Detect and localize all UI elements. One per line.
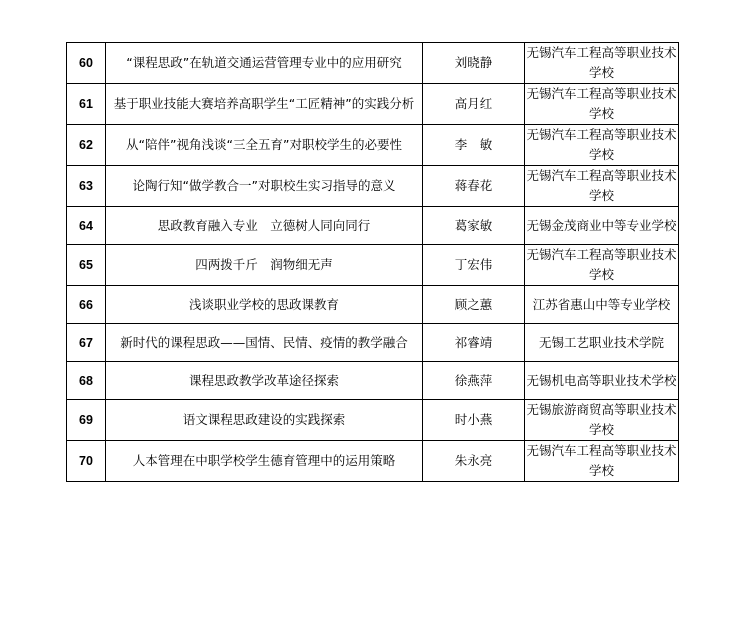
award-list-table: [66, 42, 679, 482]
row-number-cell: 69: [67, 400, 106, 441]
paper-title-cell: 从“陪伴”视角浅谈“三全五育”对职校学生的必要性: [106, 125, 423, 166]
author-cell: 祁睿靖: [423, 324, 525, 362]
paper-title-cell: 人本管理在中职学校学生德育管理中的运用策略: [106, 441, 423, 482]
paper-title-cell: 思政教育融入专业 立德树人同向同行: [106, 207, 423, 245]
row-number-cell: 65: [67, 245, 106, 286]
table-row: [67, 245, 679, 286]
paper-title-cell: 浅谈职业学校的思政课教育: [106, 286, 423, 324]
author-cell: 朱永亮: [423, 441, 525, 482]
author-cell: 徐燕萍: [423, 362, 525, 400]
row-number-cell: 61: [67, 84, 106, 125]
paper-title-cell: 四两拨千斤 润物细无声: [106, 245, 423, 286]
row-number-cell: 62: [67, 125, 106, 166]
school-cell: 无锡汽车工程高等职业技术学校: [525, 441, 679, 482]
paper-title-cell: 基于职业技能大赛培养高职学生“工匠精神”的实践分析: [106, 84, 423, 125]
table-row: [67, 43, 679, 84]
paper-title-cell: 语文课程思政建设的实践探索: [106, 400, 423, 441]
row-number-cell: 64: [67, 207, 106, 245]
author-cell: 丁宏伟: [423, 245, 525, 286]
paper-title-cell: “课程思政”在轨道交通运营管理专业中的应用研究: [106, 43, 423, 84]
author-cell: 李 敏: [423, 125, 525, 166]
school-cell: 无锡机电高等职业技术学校: [525, 362, 679, 400]
school-cell: 无锡汽车工程高等职业技术学校: [525, 245, 679, 286]
table-row: [67, 362, 679, 400]
table-row: [67, 286, 679, 324]
table-row: [67, 324, 679, 362]
row-number-cell: 66: [67, 286, 106, 324]
row-number-cell: 63: [67, 166, 106, 207]
author-cell: 高月红: [423, 84, 525, 125]
table-row: [67, 125, 679, 166]
school-cell: 无锡汽车工程高等职业技术学校: [525, 125, 679, 166]
table-row: [67, 207, 679, 245]
table-row: [67, 166, 679, 207]
paper-title-cell: 论陶行知“做学教合一”对职校生实习指导的意义: [106, 166, 423, 207]
row-number-cell: 70: [67, 441, 106, 482]
school-cell: 无锡旅游商贸高等职业技术学校: [525, 400, 679, 441]
paper-title-cell: 课程思政教学改革途径探索: [106, 362, 423, 400]
school-cell: 无锡金茂商业中等专业学校: [525, 207, 679, 245]
school-cell: 江苏省惠山中等专业学校: [525, 286, 679, 324]
row-number-cell: 67: [67, 324, 106, 362]
author-cell: 刘晓静: [423, 43, 525, 84]
table-row: [67, 84, 679, 125]
table-row: [67, 441, 679, 482]
table-body: [67, 43, 679, 482]
school-cell: 无锡汽车工程高等职业技术学校: [525, 43, 679, 84]
school-cell: 无锡工艺职业技术学院: [525, 324, 679, 362]
row-number-cell: 60: [67, 43, 106, 84]
table-row: [67, 400, 679, 441]
author-cell: 葛家敏: [423, 207, 525, 245]
school-cell: 无锡汽车工程高等职业技术学校: [525, 84, 679, 125]
paper-title-cell: 新时代的课程思政——国情、民情、疫情的教学融合: [106, 324, 423, 362]
row-number-cell: 68: [67, 362, 106, 400]
author-cell: 顾之蕙: [423, 286, 525, 324]
author-cell: 蒋春花: [423, 166, 525, 207]
school-cell: 无锡汽车工程高等职业技术学校: [525, 166, 679, 207]
author-cell: 时小燕: [423, 400, 525, 441]
